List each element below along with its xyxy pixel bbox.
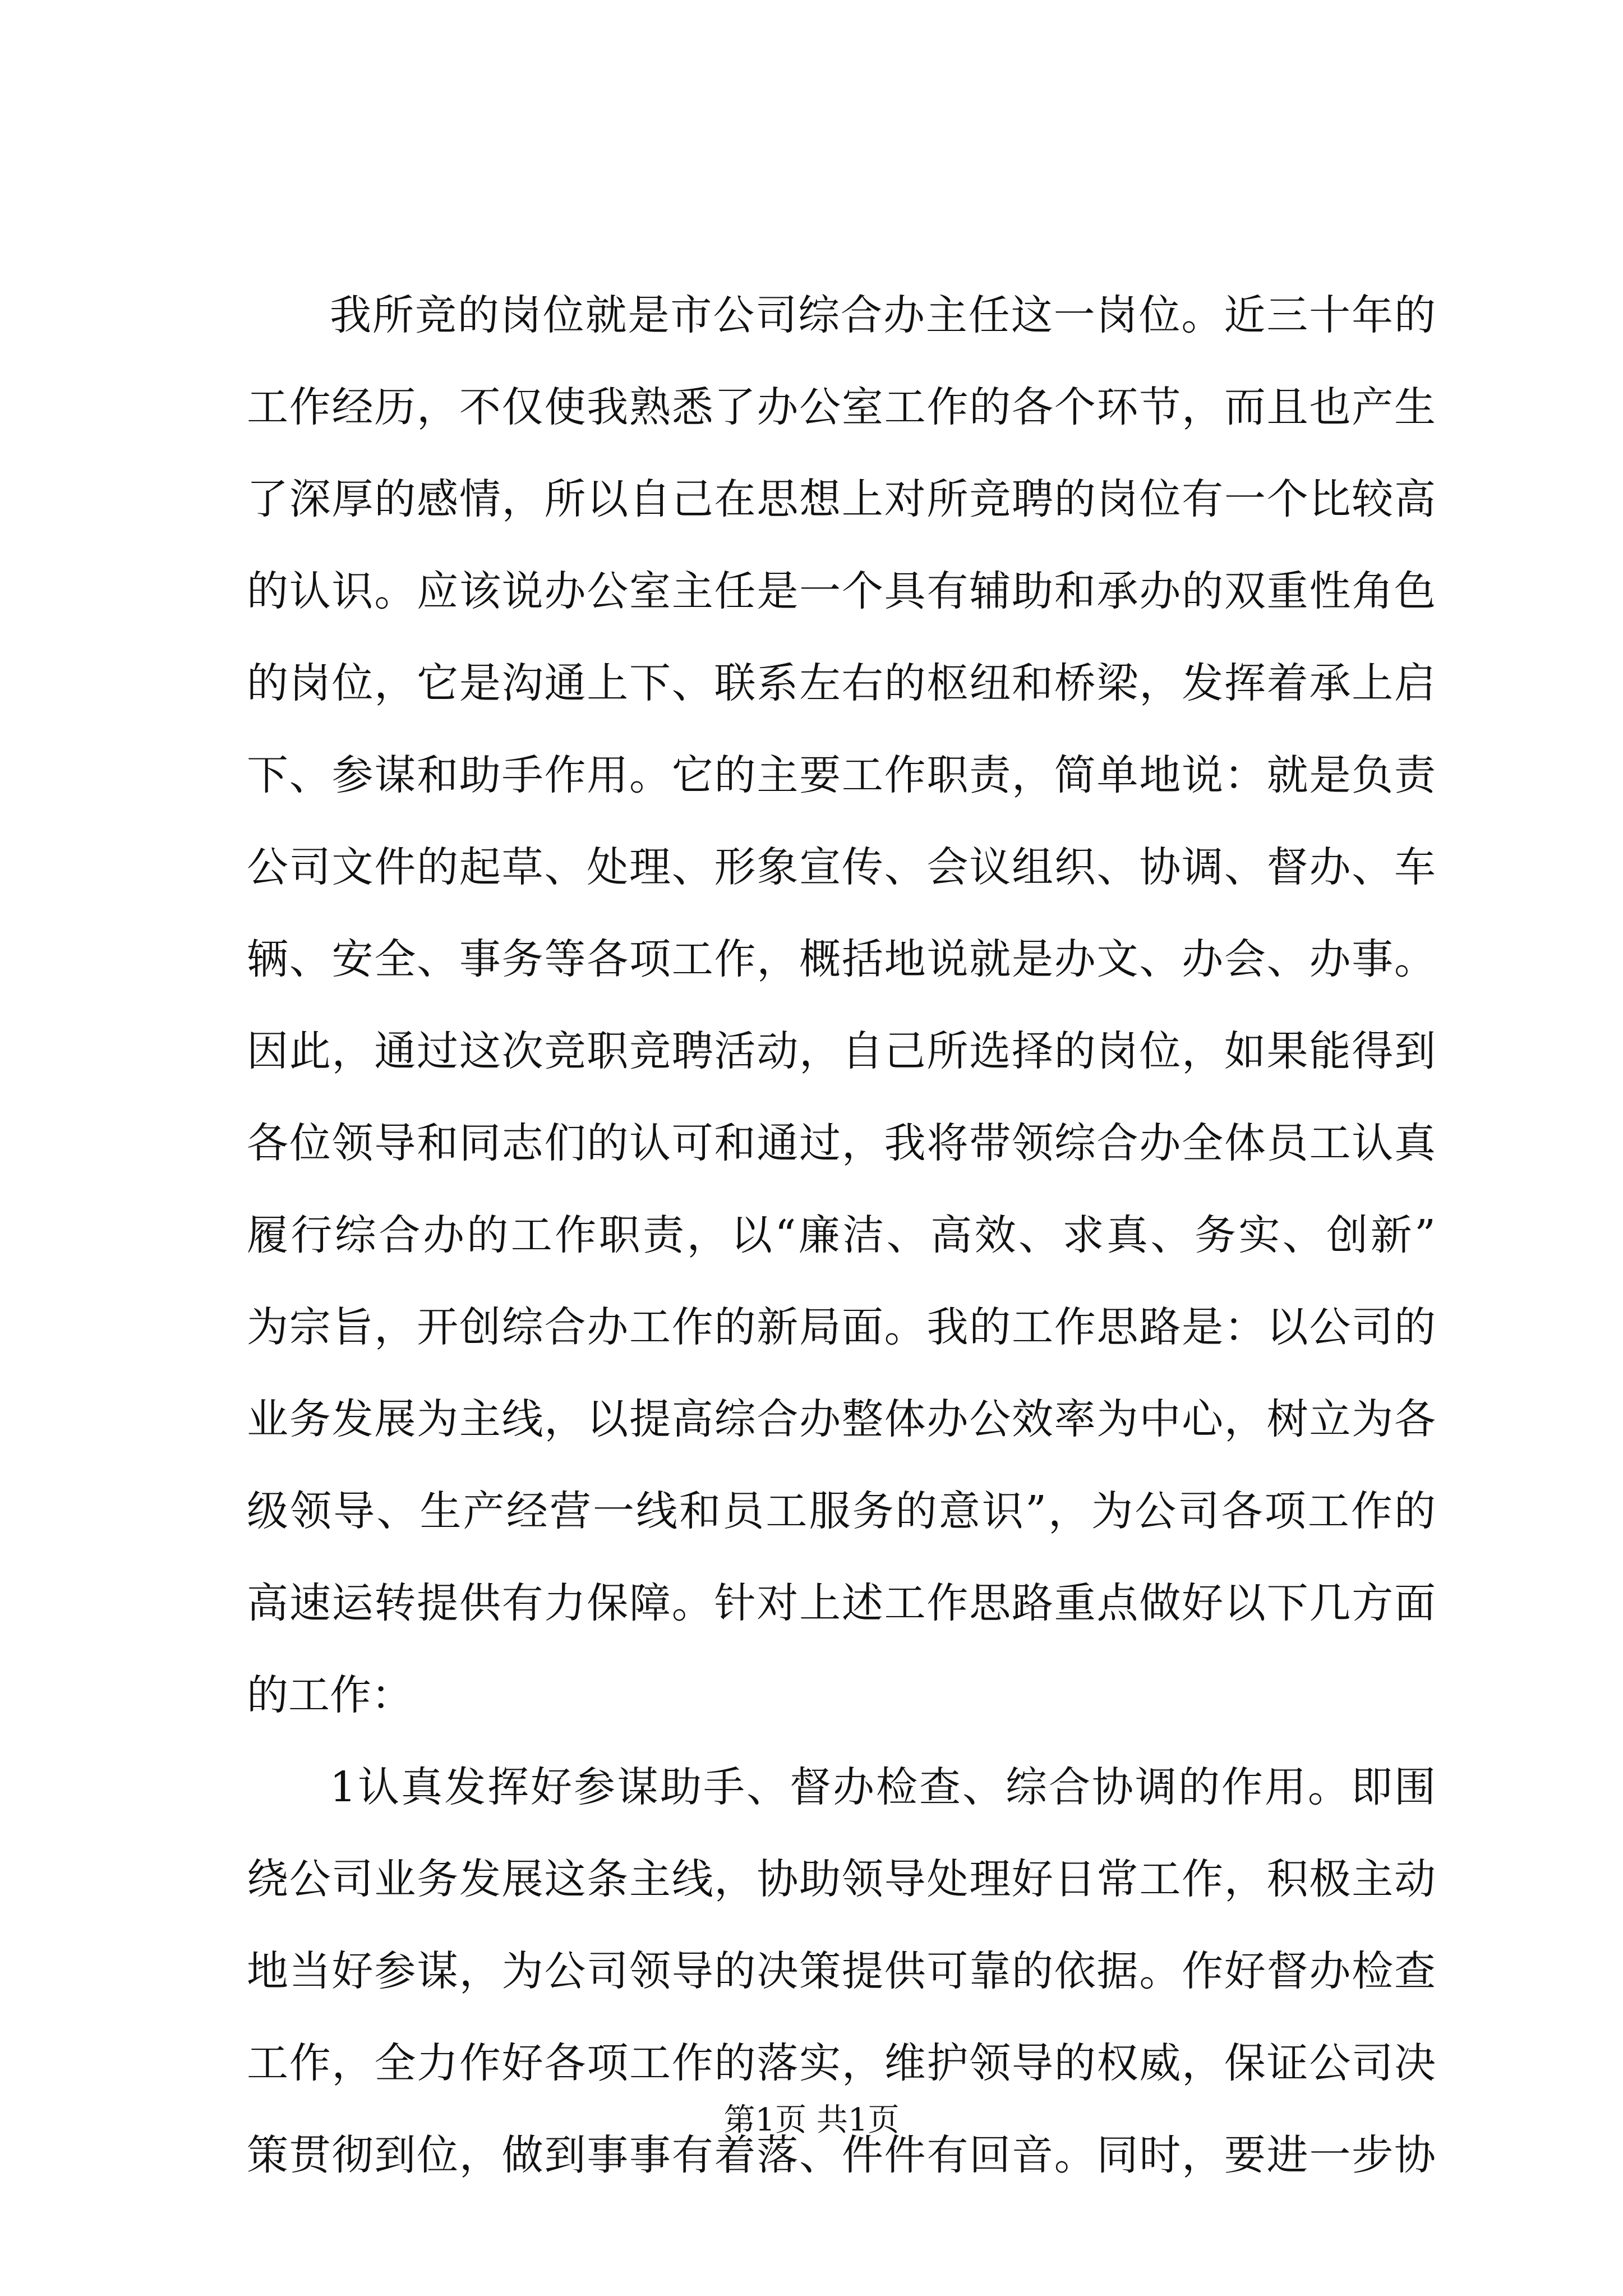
text-line: 为宗旨，开创综合办工作的新局面。我的工作思路是：以公司的 <box>247 1303 1436 1351</box>
text-line: 公司文件的起草、处理、形象宣传、会议组织、协调、督办、车 <box>247 843 1436 891</box>
text-line: 业务发展为主线，以提高综合办整体办公效率为中心，树立为各 <box>247 1395 1436 1443</box>
text-line: 辆、安全、事务等各项工作，概括地说就是办文、办会、办事。 <box>247 935 1436 983</box>
text-line: 的工作： <box>247 1671 413 1719</box>
text-line: 级领导、生产经营一线和员工服务的意识”，为公司各项工作的 <box>247 1487 1436 1535</box>
page-footer: 第1页 共1页 <box>723 2102 900 2138</box>
text-line: 我所竞的岗位就是市公司综合办主任这一岗位。近三十年的 <box>330 291 1436 339</box>
paragraph-1 <box>247 269 1436 1741</box>
document-body <box>247 269 1436 2201</box>
text-line: 的岗位，它是沟通上下、联系左右的枢纽和桥梁，发挥着承上启 <box>247 659 1436 707</box>
text-line: 1认真发挥好参谋助手、督办检查、综合协调的作用。即围 <box>330 1763 1436 1811</box>
text-line: 了深厚的感情，所以自己在思想上对所竞聘的岗位有一个比较高 <box>247 475 1436 523</box>
text-line: 因此，通过这次竞职竞聘活动，自己所选择的岗位，如果能得到 <box>247 1027 1436 1075</box>
text-line: 各位领导和同志们的认可和通过，我将带领综合办全体员工认真 <box>247 1119 1436 1167</box>
text-line: 高速运转提供有力保障。针对上述工作思路重点做好以下几方面 <box>247 1579 1436 1627</box>
text-line: 策贯彻到位，做到事事有着落、件件有回音。同时，要进一步协 <box>247 2131 1436 2179</box>
text-line: 履行综合办的工作职责，以“廉洁、高效、求真、务实、创新” <box>247 1211 1436 1259</box>
text-line: 绕公司业务发展这条主线，协助领导处理好日常工作，积极主动 <box>247 1855 1436 1903</box>
text-line: 工作，全力作好各项工作的落实，维护领导的权威，保证公司决 <box>247 2039 1436 2087</box>
text-line: 的认识。应该说办公室主任是一个具有辅助和承办的双重性角色 <box>247 567 1436 615</box>
text-line: 工作经历，不仅使我熟悉了办公室工作的各个环节，而且也产生 <box>247 383 1436 431</box>
text-line: 下、参谋和助手作用。它的主要工作职责，简单地说：就是负责 <box>247 751 1436 799</box>
text-line: 地当好参谋，为公司领导的决策提供可靠的依据。作好督办检查 <box>247 1947 1436 1995</box>
